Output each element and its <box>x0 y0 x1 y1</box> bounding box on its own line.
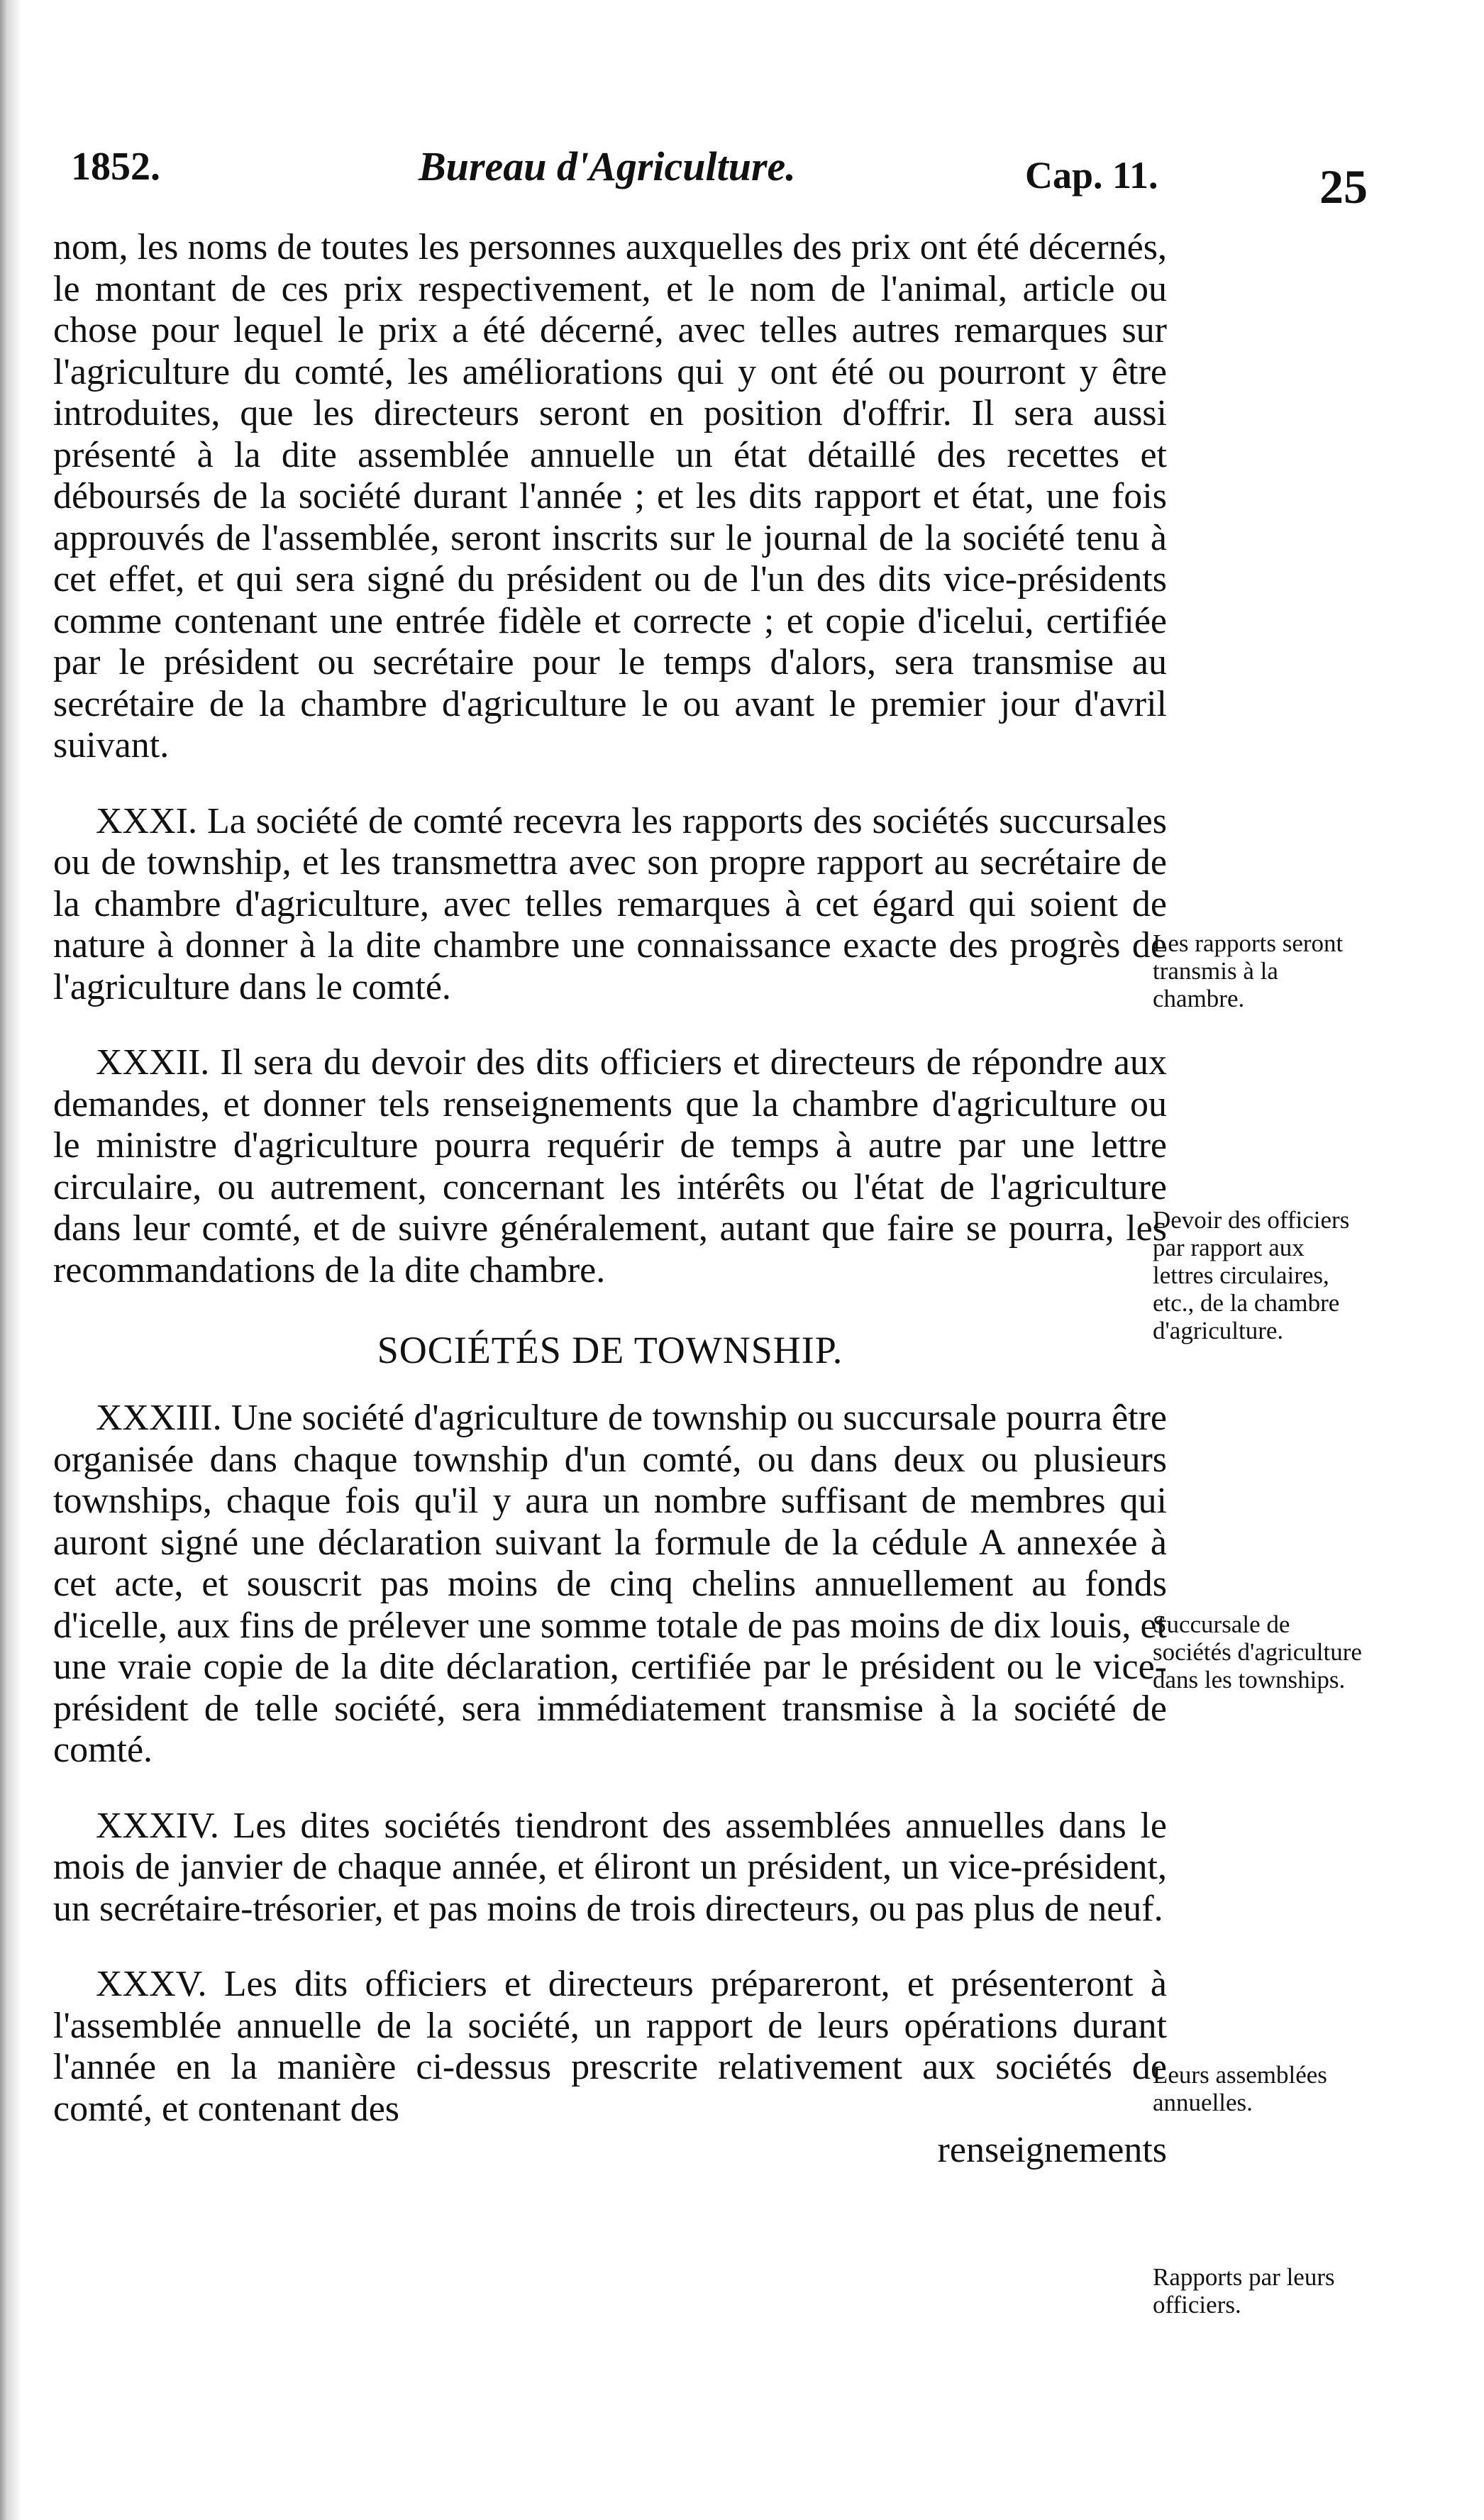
section-number: XXXI. <box>96 800 197 841</box>
main-text-column <box>53 227 1167 2172</box>
section-heading: SOCIÉTÉS DE TOWNSHIP. <box>377 1329 843 1371</box>
section-number: XXXIV. <box>96 1805 219 1846</box>
section-text: La société de comté recevra les rapports des sociétés succursales ou de township, et les transmettra avec son propre rapport au secrétaire de la chambre d'agriculture, avec telles remarques à cet égard qui soient de nature à donner à la dite chambre une connaissance exacte des progrès de l'agriculture dans le comté. <box>53 800 1167 1007</box>
running-header <box>71 138 1376 223</box>
margin-note-xxxiv: Leurs assemblées annuelles. <box>1153 2061 1327 2116</box>
section-text: Il sera du devoir des dits officiers et directeurs de répondre aux demandes, et donner tels renseignements que la chambre d'agriculture ou le ministre d'agriculture pourra requérir de temps à autre par une lettre circulaire, ou autrement, concernant les intérêts ou l'état de l'agriculture dans leur comté, et de suivre généralement, autant que faire se pourra, les recommandations de la dite chambre. <box>53 1042 1168 1291</box>
section-xxxii <box>53 1042 1167 1291</box>
section-xxxiv <box>53 1806 1167 1930</box>
header-chapter: Cap. 11. <box>1025 154 1158 197</box>
section-number: XXXV. <box>96 1964 207 2004</box>
section-xxxv <box>53 1964 1167 2130</box>
continuation-paragraph: nom, les noms de toutes les personnes auxquelles des prix ont été décernés, le montant de ces prix respectivement, et le nom de l'animal, article ou chose pour lequel le prix a été décerné, avec telles autres remarques sur l'agriculture du comté, les améliorations qui y ont été ou pourront y être introduites, que les directeurs seront en position d'offrir. Il sera aussi présenté à la dite assemblée annuelle un état détaillé des recettes et déboursés de la société durant l'année ; et les dits rapport et état, une fois approuvés de l'assemblée, seront inscrits sur le journal de la société tenu à cet effet, et qui sera signé du président ou de l'un des dits vice-présidents comme contenant une entrée fidèle et correcte ; et copie d'icelui, certifiée par le président ou secrétaire pour le temps d'alors, sera transmise au secrétaire de la chambre d'agriculture le ou avant le premier jour d'avril suivant. <box>53 227 1167 766</box>
section-text: Une société d'agriculture de township ou succursale pourra être organisée dans chaque township d'un comté, ou dans deux ou plusieurs townships, chaque fois qu'il y aura un nombre suffisant de membres qui auront signé une déclaration suivant la formule de la cédule A annexée à cet acte, et souscrit pas moins de cinq chelins annuellement au fonds d'icelle, aux fins de prélever une somme totale de pas moins de dix louis, et une vraie copie de la dite déclaration, certifiée par le président ou le vice-président de telle société, sera immédiatement transmise à la société de comté. <box>53 1398 1168 1770</box>
section-xxxi <box>53 801 1167 1009</box>
section-xxxiii <box>53 1398 1167 1772</box>
header-year: 1852. <box>71 145 160 189</box>
margin-note-xxxiii: Succursale de sociétés d'agriculture dans les townships. <box>1153 1610 1362 1693</box>
section-number: XXXII. <box>96 1042 210 1083</box>
section-number: XXXIII. <box>96 1398 222 1438</box>
section-text: Les dits officiers et directeurs prépareront, et présenteront à l'assemblée annuelle de la société, un rapport de leurs opérations durant l'année en la manière ci-dessus prescrite relativement aux sociétés de comté, et contenant des <box>53 1964 1168 2129</box>
header-title: Bureau d'Agriculture. <box>419 143 796 189</box>
margin-note-xxxi: Les rapports seront transmis à la chambre. <box>1153 929 1344 1012</box>
margin-note-xxxii: Devoir des officiers par rapport aux lettres circulaires, etc., de la chambre d'agriculture. <box>1153 1206 1350 1344</box>
page-binding-edge <box>0 0 21 2520</box>
section-text: Les dites sociétés tiendront des assemblées annuelles dans le mois de janvier de chaque année, et éliront un président, un vice-président, un secrétaire-trésorier, et pas moins de trois directeurs, ou pas plus de neuf. <box>53 1805 1168 1929</box>
catchword: renseignements <box>937 2130 1167 2170</box>
page-number: 25 <box>1319 160 1368 214</box>
margin-note-xxxv: Rapports par leurs officiers. <box>1153 2263 1335 2319</box>
